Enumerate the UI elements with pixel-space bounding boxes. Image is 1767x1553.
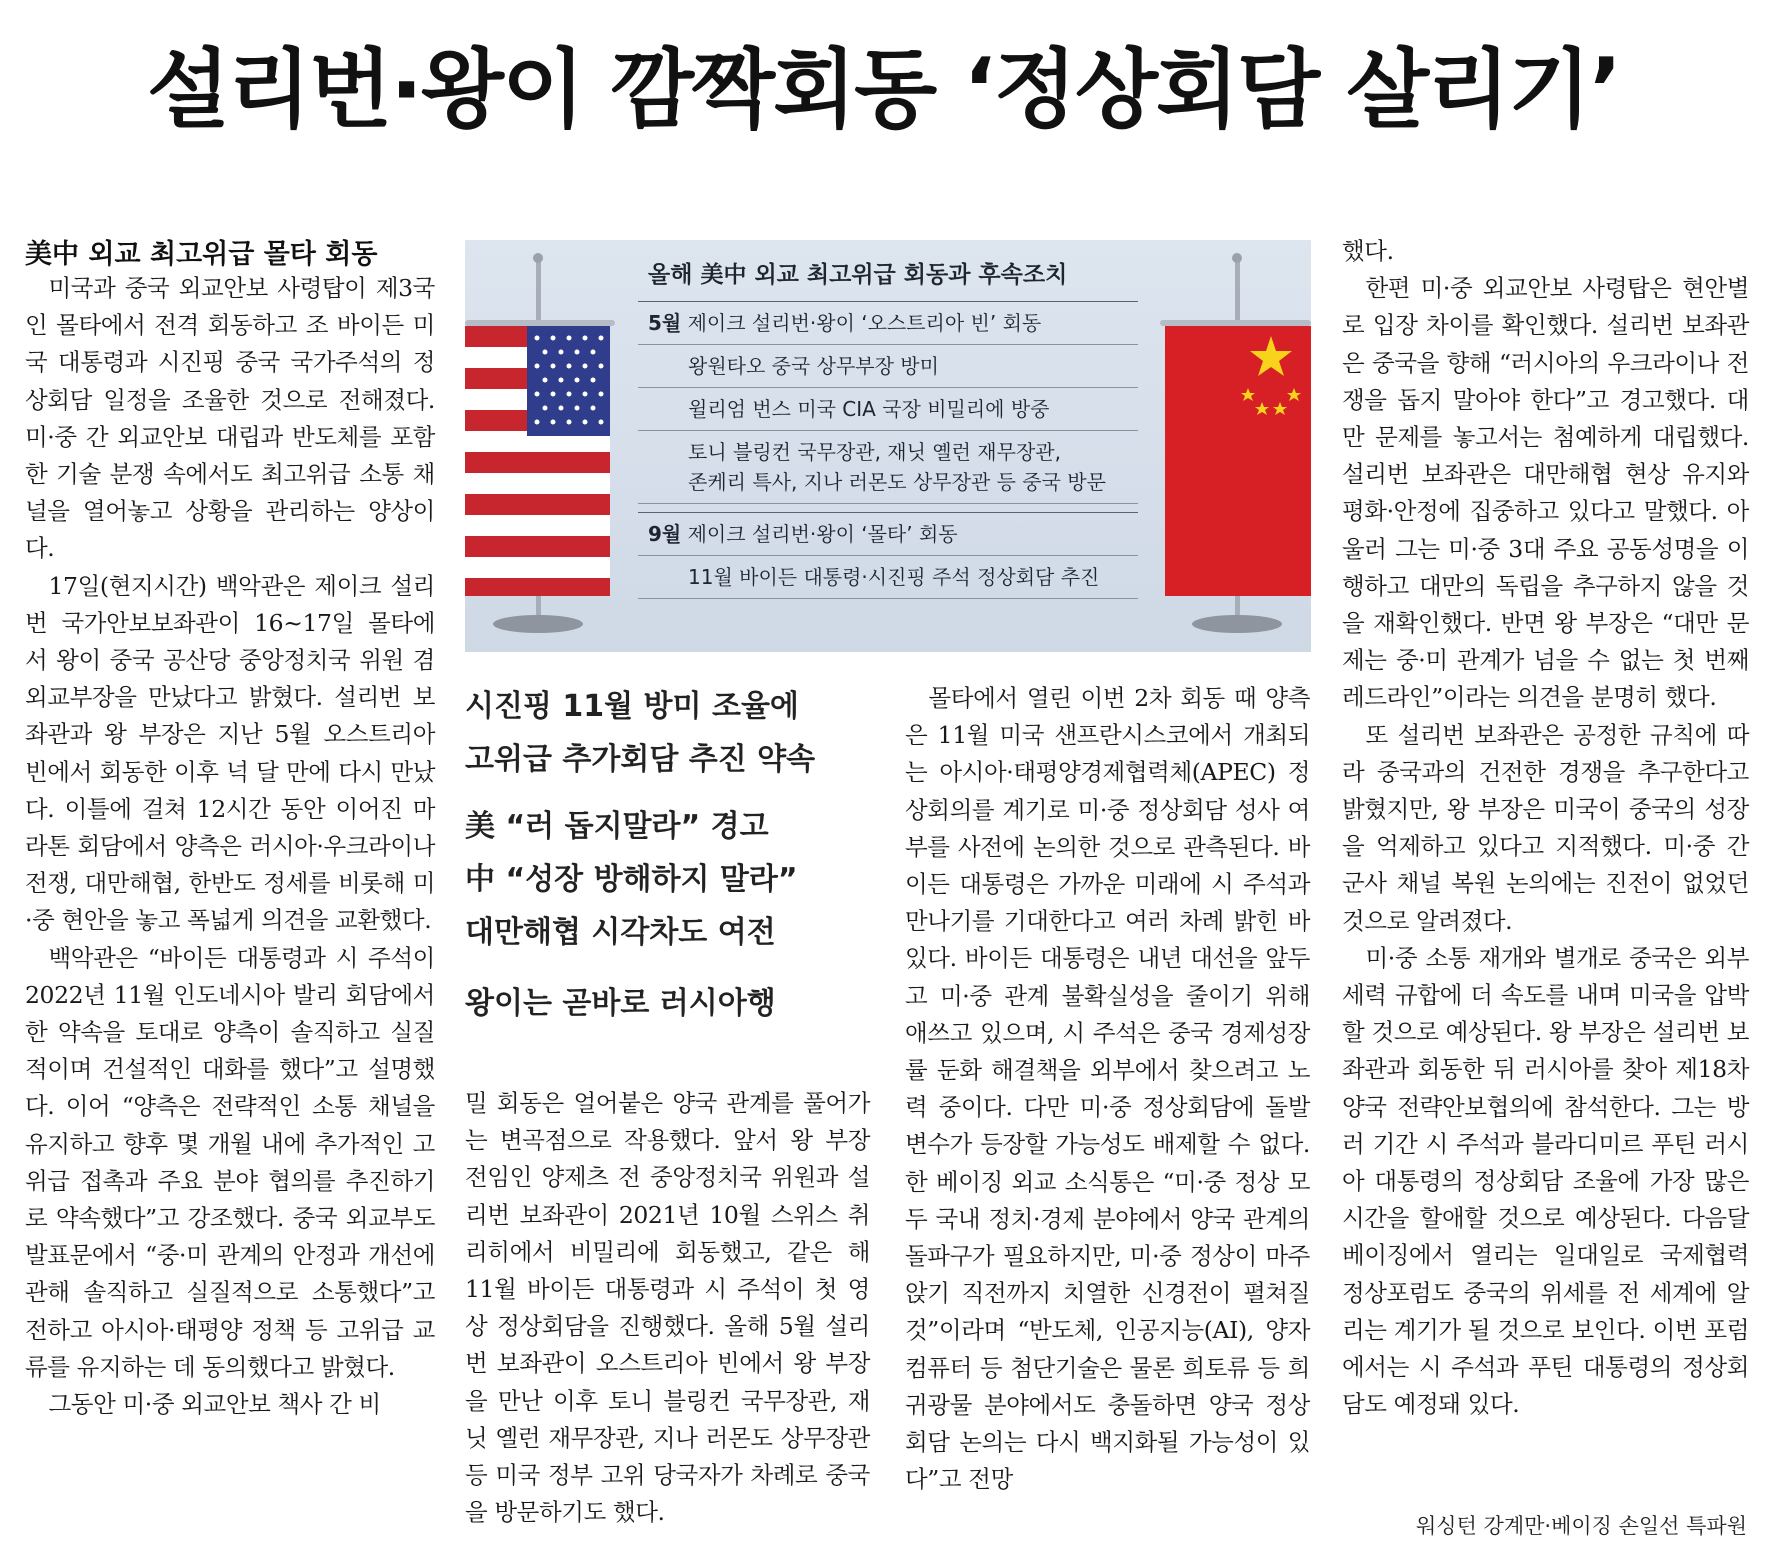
timeline-text: 11월 바이든 대통령·시진핑 주석 정상회담 추진 [688,565,1100,589]
column-3 [905,680,1310,1498]
deck-line: 고위급 추가회담 추진 약속 [465,742,816,777]
paragraph: 그동안 미·중 외교안보 책사 간 비 [48,1390,381,1419]
byline: 워싱턴 강계만·베이징 손일선 특파원 [1416,1514,1747,1538]
china-flag-bar [1160,320,1311,326]
timeline-row [638,388,1138,431]
paragraph: 17일(현지시간) 백악관은 제이크 설리번 국가안보보좌관이 16~17일 몰타에서 왕이 중국 공산당 중앙정치국 위원 겸 외교부장을 만났다고 밝혔다. 설리번 보좌관과 왕 부장은 지난 5월 오스트리아 빈에서 회동한 이후 넉 달 만에 다시 만났다. 이틀에 걸쳐 12시간 동안 이어진 마라톤 회담에서 양측은 러시아·우크라이나 전쟁, 대만해협, 한반도 정세를 비롯해 미·중 현안을 놓고 폭넓게 의견을 교환했다. [25,571,435,935]
us-pole-finial [533,253,543,263]
paragraph: 몰타에서 열린 이번 2차 회동 때 양측은 11월 미국 샌프란시스코에서 개최되는 아시아·태평양경제협력체(APEC) 정상회의를 계기로 미·중 정상회담 성사 여부를 사전에 논의한 것으로 관측된다. 바이든 대통령은 가까운 미래에 시 주석과 만나기를 기대한다고 여러 차례 밝힌 바 있다. 바이든 대통령은 내년 대선을 앞두고 미·중 관계 불확실성을 줄이기 위해 애쓰고 있으며, 시 주석은 중국 경제성장률 둔화 해결책을 외부에서 찾으려고 노력 중이다. 다만 미·중 정상회담에 돌발 변수가 등장할 가능성도 배제할 수 없다. 한 베이징 외교 소식통은 “미·중 정상 모두 국내 정치·경제 분야에서 양국 관계의 돌파구가 필요하지만, 미·중 정상이 마주 앉기 직전까지 치열한 신경전이 펼쳐질 것”이라며 “반도체, 인공지능(AI), 양자컴퓨터 등 첨단기술은 물론 희토류 등 희귀광물 분야에서도 충돌하면 양국 정상회담 논의는 다시 백지화될 가능성이 있다”고 전망 [905,684,1310,1494]
paragraph: 미국과 중국 외교안보 사령탑이 제3국인 몰타에서 전격 회동하고 조 바이든 미국 대통령과 시진핑 중국 국가주석의 정상회담 일정을 조율한 것으로 전해졌다. 미·중 간 외교안보 대립과 반도체를 포함한 기술 분쟁 속에서도 최고위급 소통 채널을 열어놓고 상황을 관리하는 양상이다. [25,274,435,563]
timeline-title: 올해 美中 외교 최고위급 회동과 후속조치 [638,250,1138,302]
headline: 설리번·왕이 깜짝회동 ‘정상회담 살리기’ [146,40,1621,140]
timeline-row [638,302,1138,345]
timeline-separator [638,504,1138,513]
paragraph: 했다. [1342,237,1394,265]
timeline-row [638,467,1138,504]
timeline-text: 토니 블링컨 국무장관, 재닛 옐런 재무장관, [688,440,1061,464]
deck-line: 中 “성장 방해하지 말라” [465,862,798,897]
paragraph: 백악관은 “바이든 대통령과 시 주석이 2022년 11월 인도네시아 발리 회담에서 한 약속을 토대로 양측이 솔직하고 실질적이며 건설적인 대화를 했다”고 설명했다. 이어 “양측은 전략적인 소통 채널을 유지하고 향후 몇 개월 내에 추가적인 고위급 접촉과 주요 분야 협의를 추진하기로 약속했다”고 강조했다. 중국 외교부도 발표문에서 “중·미 관계의 안정과 개선에 관해 솔직하고 실질적으로 소통했다”고 전하고 아시아·태평양 정책 등 고위급 교류를 유지하는 데 동의했다고 밝혔다. [25,943,435,1381]
column-2 [465,1085,870,1531]
timeline-row [638,431,1138,467]
us-pole-base [493,615,583,633]
timeline-month: 9월 [648,522,682,546]
infographic [465,240,1311,652]
paragraph: 밀 회동은 얼어붙은 양국 관계를 풀어가는 변곡점으로 작용했다. 앞서 왕 부장 전임인 양제츠 전 중앙정치국 위원과 설리번 보좌관이 2021년 10월 스위스 취리히에서 비밀리에 회동했고, 같은 해 11월 바이든 대통령과 시 주석이 첫 영상 정상회담을 진행했다. 올해 5월 설리번 보좌관이 오스트리아 빈에서 왕 부장을 만난 이후 토니 블링컨 국무장관, 재닛 옐런 재무장관, 지나 러몬도 상무장관 등 미국 정부 고위 당국자가 차례로 중국을 방문하기도 했다. [465,1089,870,1527]
timeline-text: 제이크 설리번·왕이 ‘몰타’ 회동 [687,522,958,546]
timeline-table [638,250,1138,599]
timeline-row [638,345,1138,388]
timeline-text: 존케리 특사, 지나 러몬도 상무장관 등 중국 방문 [688,470,1106,494]
column-4 [1342,233,1749,1424]
timeline-text: 제이크 설리번·왕이 ‘오스트리아 빈’ 회동 [687,311,1042,335]
deck-line: 시진핑 11월 방미 조율에 [465,689,799,724]
china-pole-finial [1232,253,1242,263]
paragraph: 또 설리번 보좌관은 공정한 규칙에 따라 중국과의 건전한 경쟁을 추구한다고 밝혔지만, 왕 부장은 미국이 중국의 성장을 억제하고 있다고 지적했다. 미·중 간 군사 채널 복원 논의에는 진전이 없었던 것으로 알려졌다. [1342,720,1749,935]
sub-headlines [465,680,875,1030]
paragraph: 미·중 소통 재개와 별개로 중국은 외부 세력 규합에 더 속도를 내며 미국을 압박할 것으로 예상된다. 왕 부장은 설리번 보좌관과 회동한 뒤 러시아를 찾아 제18차 양국 전략안보협의에 참석한다. 그는 방러 기간 시 주석과 블라디미르 푸틴 러시아 대통령의 정상회담 조율에 가장 많은 시간을 할애할 것으로 예상된다. 다음달 베이징에서 열리는 일대일로 국제협력 정상포럼도 중국의 위세를 전 세계에 알리는 계기가 될 것으로 보인다. 이번 포럼에서는 시 주석과 푸틴 대통령의 정상회담도 예정돼 있다. [1342,943,1749,1419]
deck-line: 대만해협 시각차도 여전 [465,915,776,950]
deck-line: 美 “러 돕지말라” 경고 [465,809,769,844]
china-flag-icon [1165,326,1311,596]
china-pole-base [1192,615,1282,633]
timeline-month: 5월 [648,311,682,335]
timeline-text: 윌리엄 번스 미국 CIA 국장 비밀리에 방중 [688,397,1050,421]
paragraph: 한편 미·중 외교안보 사령탑은 현안별로 입장 차이를 확인했다. 설리번 보좌관은 중국을 향해 “러시아의 우크라이나 전쟁을 돕지 말아야 한다”고 경고했다. 대만 문제를 놓고서는 첨예하게 대립했다. 설리번 보좌관은 대만해협 현상 유지와 평화·안정에 집중하고 있다고 말했다. 아울러 그는 미·중 3대 주요 공동성명을 이행하고 대만의 독립을 추구하지 않을 것을 재확인했다. 반면 왕 부장은 “대만 문제는 중·미 관계가 넘을 수 없는 첫 번째 레드라인”이라는 의견을 분명히 했다. [1342,274,1749,712]
subhead: 美中 외교 최고위급 몰타 회동 [25,239,378,270]
timeline-text: 왕원타오 중국 상무부장 방미 [688,354,939,378]
us-flag-bar [465,320,615,326]
timeline-row [638,556,1138,599]
us-flag-icon [465,326,610,596]
deck-line: 왕이는 곧바로 러시아행 [465,986,776,1021]
timeline-row [638,513,1138,556]
column-1 [25,270,435,1423]
